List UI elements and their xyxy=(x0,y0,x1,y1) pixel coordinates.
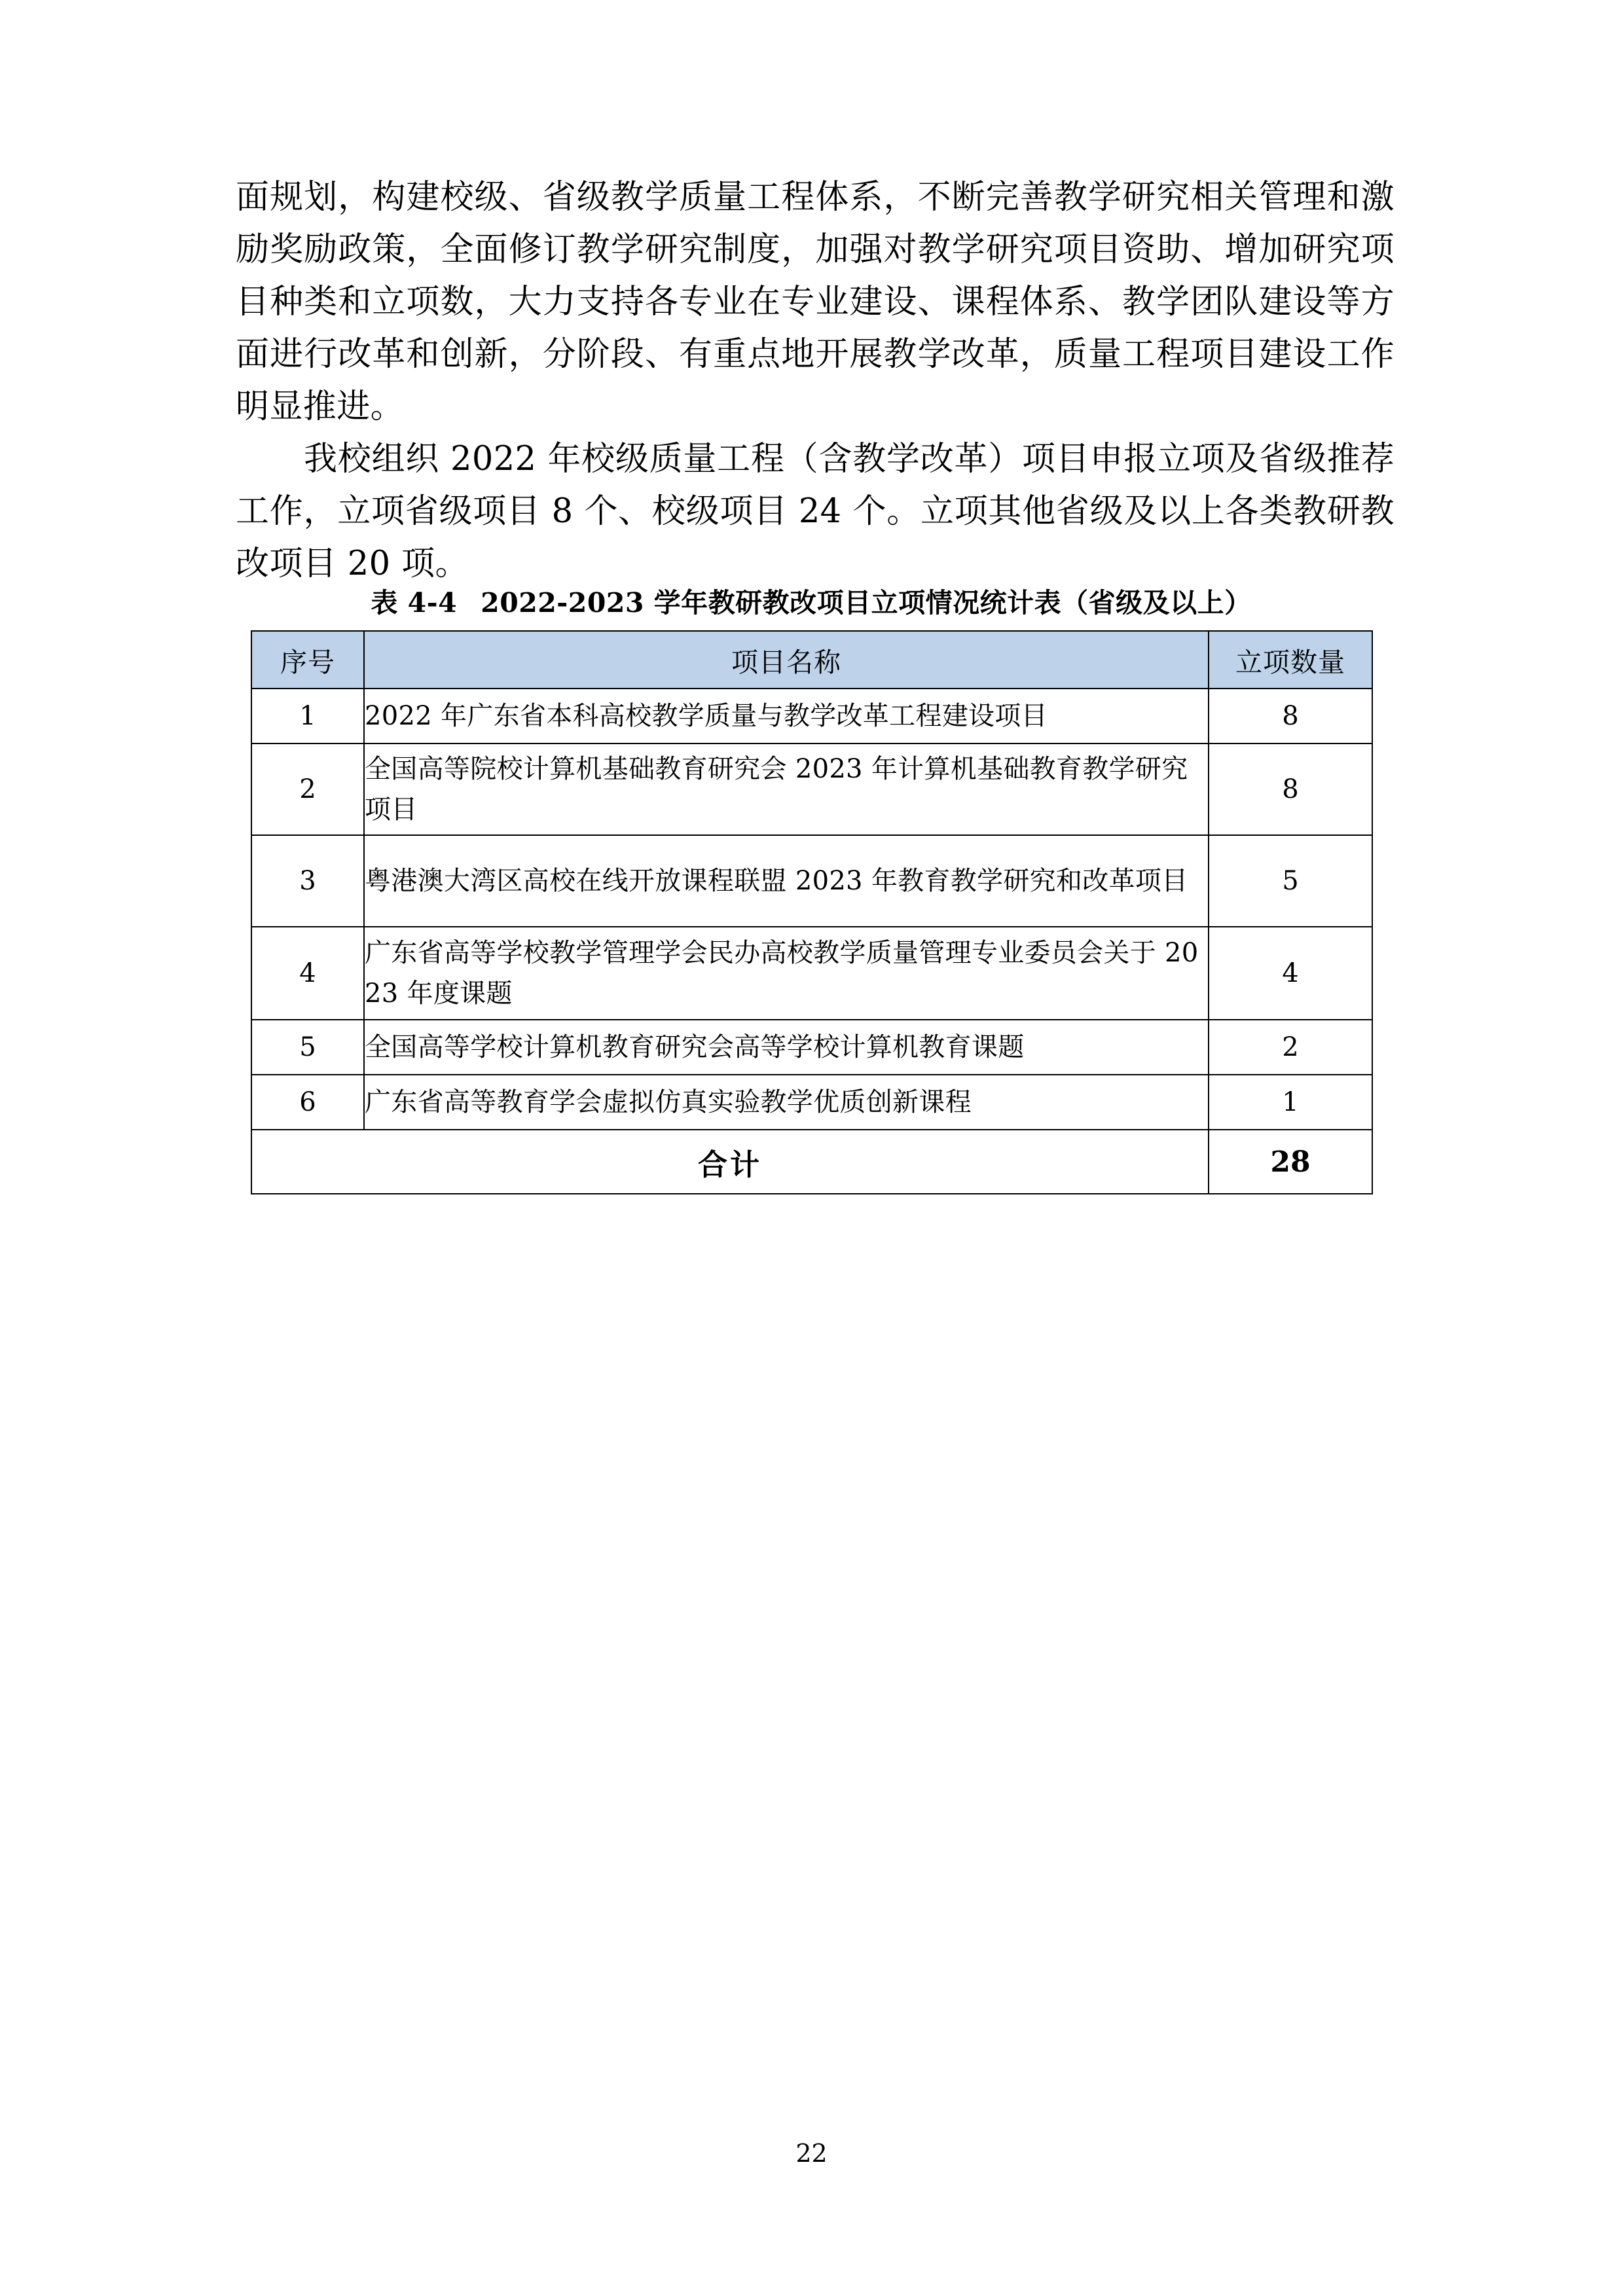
row-no: 4 xyxy=(251,927,364,1020)
row-count: 1 xyxy=(1209,1075,1372,1130)
row-project-name: 广东省高等教育学会虚拟仿真实验教学优质创新课程 xyxy=(364,1075,1209,1130)
body-text-block xyxy=(236,171,1395,590)
project-statistics-table xyxy=(251,630,1373,1194)
row-no: 1 xyxy=(251,689,364,744)
column-header-no: 序号 xyxy=(251,631,364,689)
row-count: 4 xyxy=(1209,927,1372,1020)
row-project-name: 粤港澳大湾区高校在线开放课程联盟 2023 年教育教学研究和改革项目 xyxy=(364,835,1209,927)
row-no: 2 xyxy=(251,744,364,835)
row-count: 8 xyxy=(1209,689,1372,744)
column-header-count: 立项数量 xyxy=(1209,631,1372,689)
table-header-row xyxy=(251,631,1372,689)
total-label: 合计 xyxy=(251,1130,1209,1194)
row-project-name: 2022 年广东省本科高校教学质量与教学改革工程建设项目 xyxy=(364,689,1209,744)
page-number: 22 xyxy=(795,2139,828,2168)
row-project-name: 全国高等院校计算机基础教育研究会 2023 年计算机基础教育教学研究项目 xyxy=(364,744,1209,835)
column-header-name: 项目名称 xyxy=(364,631,1209,689)
row-no: 3 xyxy=(251,835,364,927)
table-body xyxy=(251,689,1372,1194)
table-row xyxy=(251,927,1372,1020)
row-project-name: 广东省高等学校教学管理学会民办高校教学质量管理专业委员会关于 2023 年度课题 xyxy=(364,927,1209,1020)
table-row xyxy=(251,835,1372,927)
row-count: 5 xyxy=(1209,835,1372,927)
table-row xyxy=(251,1075,1372,1130)
row-count: 8 xyxy=(1209,744,1372,835)
row-count: 2 xyxy=(1209,1020,1372,1075)
row-no: 6 xyxy=(251,1075,364,1130)
table-row xyxy=(251,1020,1372,1075)
table-caption xyxy=(251,584,1372,621)
table-caption-title: 2022-2023 学年教研教改项目立项情况统计表（省级及以上） xyxy=(481,587,1252,619)
table-total-row xyxy=(251,1130,1372,1194)
table-row xyxy=(251,689,1372,744)
table-row xyxy=(251,744,1372,835)
paragraph-1: 面规划，构建校级、省级教学质量工程体系，不断完善教学研究相关管理和激励奖励政策，全面修订教学研究制度，加强对教学研究项目资助、增加研究项目种类和立项数，大力支持各专业在专业建设、课程体系、教学团队建设等方面进行改革和创新，分阶段、有重点地开展教学改革，质量工程项目建设工作明显推进。 xyxy=(236,178,1395,426)
total-count: 28 xyxy=(1209,1130,1372,1194)
row-no: 5 xyxy=(251,1020,364,1075)
table-header xyxy=(251,631,1372,689)
row-project-name: 全国高等学校计算机教育研究会高等学校计算机教育课题 xyxy=(364,1020,1209,1075)
paragraph-2: 我校组织 2022 年校级质量工程（含教学改革）项目申报立项及省级推荐工作，立项省级项目 8 个、校级项目 24 个。立项其他省级及以上各类教研教改项目 20 项。 xyxy=(236,440,1395,583)
table-caption-label: 表 4-4 xyxy=(371,587,458,619)
